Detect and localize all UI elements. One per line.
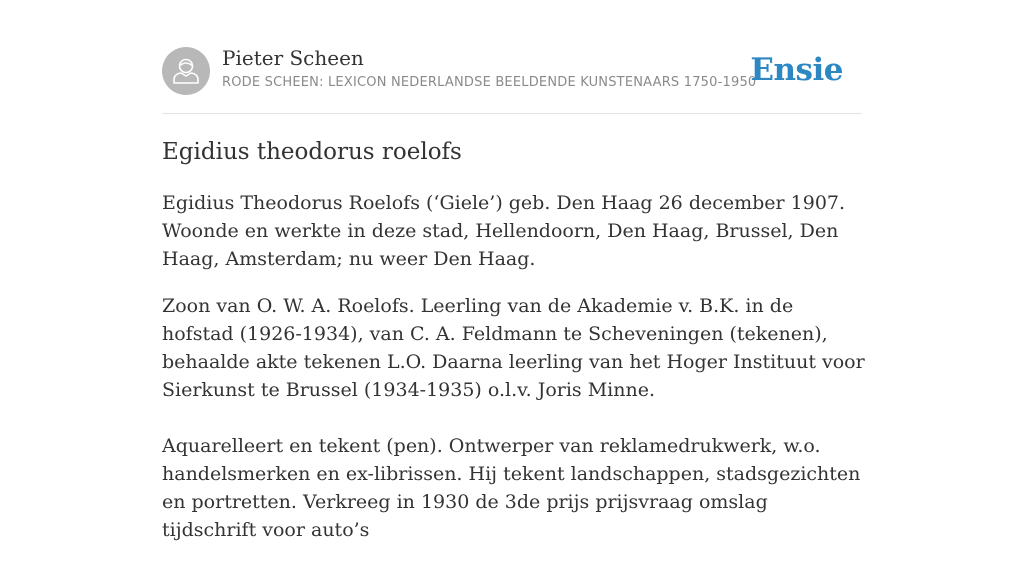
- article-title: Egidius theodorus roelofs: [162, 139, 462, 165]
- user-silhouette-icon: [162, 47, 210, 95]
- header-divider: [162, 113, 862, 114]
- paragraph: Aquarelleert en tekent (pen). Ontwerper van reklamedrukwerk, w.o. handelsmerken en ex-librissen. Hij tekent landschappen, stadsgezichten en portretten. Verkreeg in 1930 de 3de prijs prijsvraag omslag tijdschrift voor auto’s: [162, 435, 861, 541]
- author-name-link[interactable]: Pieter Scheen: [222, 46, 364, 70]
- paragraph: Egidius Theodorus Roelofs (‘Giele’) geb. Den Haag 26 december 1907. Woonde en werkte in deze stad, Hellendoorn, Den Haag, Brussel, Den Haag, Amsterdam; nu weer Den Haag.: [162, 192, 846, 270]
- source-label[interactable]: RODE SCHEEN: LEXICON NEDERLANDSE BEELDENDE KUNSTENAARS 1750-1950: [222, 75, 757, 90]
- article-body: [162, 189, 866, 563]
- article-header: [162, 46, 862, 96]
- paragraph: Zoon van O. W. A. Roelofs. Leerling van de Akademie v. B.K. in de hofstad (1926-1934), van C. A. Feldmann te Scheveningen (tekenen), behaalde akte tekenen L.O. Daarna leerling van het Hoger Instituut voor Sierkunst te Brussel (1934-1935) o.l.v. Joris Minne.: [162, 295, 865, 401]
- ensie-logo[interactable]: Ensie: [750, 52, 843, 88]
- paragraph-spacer: [162, 404, 866, 432]
